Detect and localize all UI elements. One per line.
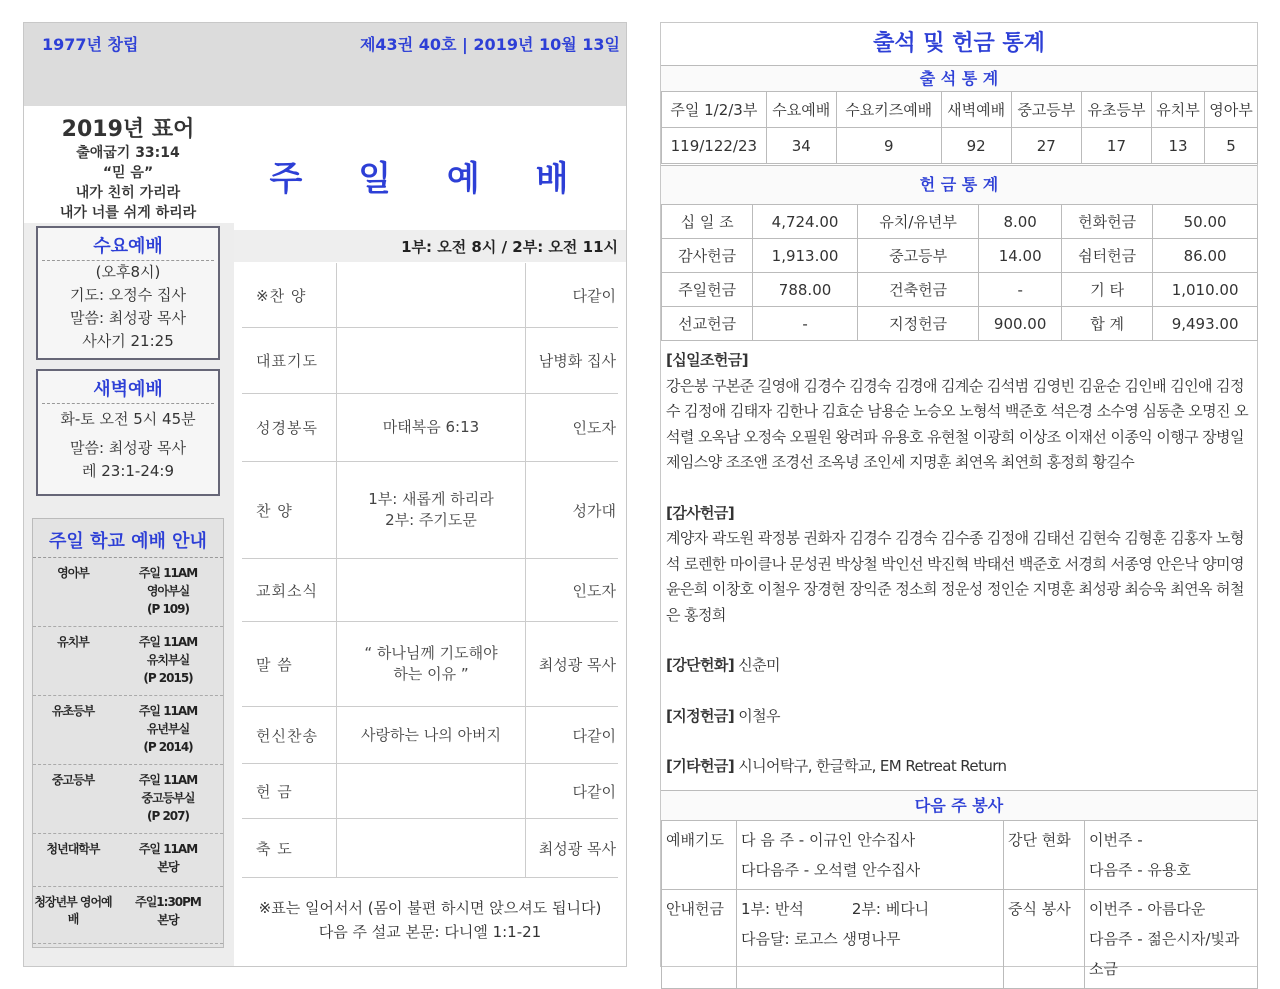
donor-group (666, 653, 1254, 679)
donor-label: [강단헌화] (666, 656, 735, 674)
wednesday-time: (오후8시) (95, 263, 161, 281)
attendance-value: 34 (766, 128, 836, 164)
wednesday-title: 수요예배 (42, 228, 214, 261)
motto-ref: 출애굽기 33:14 (76, 145, 180, 161)
offering-row (662, 239, 1258, 273)
worship-item: 축 도 (256, 839, 293, 858)
worship-leader: 다같이 (572, 782, 616, 801)
offering-amount: 1,010.00 (1153, 273, 1258, 307)
school-row (33, 558, 223, 627)
school-info (113, 765, 223, 833)
donor-group (666, 754, 1254, 780)
order-of-worship (242, 263, 618, 878)
worship-row (242, 328, 618, 394)
school-time: 주일 11AM (138, 704, 198, 718)
attendance-header: 수요키즈예배 (836, 92, 941, 128)
school-time: 주일1:30PM (135, 895, 201, 909)
school-info (113, 887, 223, 943)
offering-amount: 788.00 (753, 273, 858, 307)
motto-title: 2019년 표어 (61, 117, 195, 142)
worship-row (242, 559, 618, 622)
offering-amount: 14.00 (979, 239, 1062, 273)
wednesday-sermon: 말씀: 최성광 목사 (69, 309, 187, 327)
donor-label: [지정헌금] (666, 706, 735, 725)
prayer-cell (737, 821, 1004, 890)
offering-amount: - (753, 307, 858, 341)
usher-first: 1부: 반석 (741, 900, 804, 918)
worship-leader: 성가대 (572, 501, 616, 520)
attendance-header: 수요예배 (766, 92, 836, 128)
worship-content (336, 819, 526, 877)
meal-label: 중식 봉사 (1004, 890, 1085, 989)
worship-item: 말 씀 (256, 655, 293, 674)
attendance-value: 5 (1205, 128, 1258, 164)
worship-content (336, 263, 526, 327)
sunday-school-title: 주일 학교 예배 안내 (33, 519, 223, 558)
offering-row (662, 205, 1258, 239)
bulletin-left-page (23, 22, 627, 967)
worship-leader: 다같이 (572, 726, 616, 745)
bulletin-header (24, 23, 626, 106)
worship-item: 교회소식 (256, 581, 318, 600)
meal-cell (1085, 890, 1258, 989)
worship-row (242, 394, 618, 462)
worship-leader: 최성광 목사 (538, 655, 616, 674)
offering-label: 헌화헌금 (1062, 205, 1153, 239)
motto-word: “믿 음” (102, 165, 154, 181)
offering-amount: 86.00 (1153, 239, 1258, 273)
bulletin-right-page (660, 22, 1258, 978)
offering-label: 지정헌금 (857, 307, 978, 341)
founded-text: 1977년 창립 (42, 35, 139, 54)
donor-group (666, 501, 1254, 629)
attendance-header: 유초등부 (1081, 92, 1151, 128)
donor-label: [기타헌금] (666, 757, 735, 775)
school-room-number: (P 2014) (143, 740, 193, 754)
worship-content (336, 622, 526, 706)
worship-row (242, 462, 618, 559)
worship-leader: 인도자 (572, 581, 616, 600)
school-time: 주일 11AM (138, 773, 198, 787)
school-dept: 청년대학부 (46, 842, 100, 856)
attendance-value: 92 (941, 128, 1011, 164)
offering-amount: 9,493.00 (1153, 307, 1258, 341)
offering-amount: 900.00 (979, 307, 1062, 341)
dawn-sermon: 말씀: 최성광 목사 (69, 439, 187, 457)
school-row (33, 765, 223, 834)
usher-cell (737, 890, 1004, 989)
school-info (113, 696, 223, 764)
school-room-number: (P 207) (147, 809, 189, 823)
wednesday-prayer: 기도: 오정수 집사 (69, 286, 187, 304)
worship-item: 헌신찬송 (256, 726, 318, 745)
school-room: 영아부실 (146, 584, 190, 598)
offering-row (662, 307, 1258, 341)
offering-title: 헌 금 통 계 (661, 165, 1257, 204)
school-info (113, 558, 223, 626)
attendance-header: 새벽예배 (941, 92, 1011, 128)
attendance-header: 중고등부 (1011, 92, 1081, 128)
donor-label: [감사헌금] (666, 503, 735, 522)
offering-label: 건축헌금 (857, 273, 978, 307)
wednesday-text: 사사기 21:25 (82, 332, 174, 350)
worship-leader: 인도자 (572, 419, 616, 437)
offering-label: 감사헌금 (662, 239, 753, 273)
motto-line1: 내가 친히 가리라 (75, 185, 181, 201)
flower-label: 강단 현화 (1004, 821, 1085, 890)
worship-content (336, 328, 526, 393)
usher-next-month: 다음달: 로고스 생명나무 (741, 930, 901, 948)
school-row (33, 696, 223, 765)
attendance-value: 119/122/23 (662, 128, 767, 164)
school-room: 본당 (157, 860, 179, 874)
dawn-service-box (36, 369, 220, 496)
flower-this: 이번주 - (1089, 831, 1143, 849)
worship-item: ※찬 양 (256, 286, 307, 305)
attendance-header: 유치부 (1152, 92, 1205, 128)
donor-group (666, 704, 1254, 730)
service-times-bar (234, 230, 626, 262)
offering-label: 쉼터헌금 (1062, 239, 1153, 273)
worship-row (242, 764, 618, 819)
school-row (33, 834, 223, 887)
school-dept: 중고등부 (51, 773, 95, 787)
worship-content (336, 559, 526, 621)
donor-group (666, 348, 1254, 476)
offering-amount: 8.00 (979, 205, 1062, 239)
usher-label: 안내헌금 (662, 890, 737, 989)
attendance-header: 주일 1/2/3부 (662, 92, 767, 128)
worship-row (242, 819, 618, 878)
offering-label: 십 일 조 (662, 205, 753, 239)
school-dept: 영아부 (57, 566, 89, 580)
attendance-header: 영아부 (1205, 92, 1258, 128)
worship-content-line1: 사랑하는 나의 아버지 (361, 725, 501, 744)
worship-item: 찬 양 (256, 501, 293, 520)
issue-text: 제43권 40호 | 2019년 10월 13일 (359, 35, 620, 54)
worship-content-line1: 1부: 새롭게 하리라 (368, 490, 494, 508)
offering-label: 합 계 (1062, 307, 1153, 341)
worship-row (242, 707, 618, 764)
donor-names: 시니어탁구, 한글학교, EM Retreat Return (738, 757, 1007, 775)
flower-cell (1085, 821, 1258, 890)
donor-lists (666, 348, 1254, 805)
attendance-title: 출 석 통 계 (661, 66, 1257, 91)
offering-label: 유치/유년부 (857, 205, 978, 239)
offering-label: 기 타 (1062, 273, 1153, 307)
school-dept: 청장년부 영어예배 (34, 895, 112, 926)
school-time: 주일 11AM (138, 842, 198, 856)
worship-content (336, 764, 526, 818)
offering-table (661, 204, 1258, 341)
motto-line2: 내가 너를 쉬게 하리라 (59, 205, 197, 221)
school-room-number: (P 2015) (143, 671, 193, 685)
offering-amount: - (979, 273, 1062, 307)
attendance-value: 13 (1152, 128, 1205, 164)
school-dept: 유초등부 (51, 704, 95, 718)
school-room: 중고등부실 (141, 791, 195, 805)
worship-item: 대표기도 (256, 352, 318, 370)
offering-amount: 1,913.00 (753, 239, 858, 273)
motto-block (24, 108, 232, 223)
worship-content-line1: “ 하나님께 기도해야 (364, 644, 498, 662)
donor-names: 계양자 곽도원 곽정봉 권화자 김경수 김경숙 김수종 김정애 김태선 김현숙 김형훈 김홍자 노형석 로렌한 마이클나 문성권 박상철 박인선 박진혁 박태선 백준호 서경희 서종영 안은낙 양미영 윤은희 이창호 이철우 장경현 장익준 정소희 정운성 정인순 지명훈 최성광 최승욱 최연옥 허철은 홍정희 (666, 529, 1244, 624)
worship-content (336, 462, 526, 558)
school-room-number: (P 109) (147, 602, 189, 616)
donor-names: 신춘미 (738, 656, 780, 674)
school-room: 유치부실 (146, 653, 190, 667)
school-dept: 유치부 (57, 635, 89, 649)
prayer-label: 예배기도 (662, 821, 737, 890)
usher-second: 2부: 베다니 (851, 900, 930, 918)
attendance-value: 17 (1081, 128, 1151, 164)
prayer-after: 다다음주 - 오석렬 안수집사 (741, 861, 921, 879)
dawn-time: 화-토 오전 5시 45분 (60, 410, 196, 428)
wednesday-service-box (36, 226, 220, 360)
meal-this: 이번주 - 아름다운 (1089, 900, 1206, 918)
offering-label: 중고등부 (857, 239, 978, 273)
footer-note-line1: ※표는 일어서서 (몸이 불편 하시면 앉으셔도 됩니다) (258, 899, 602, 917)
stats-title: 출석 및 헌금 통계 (661, 23, 1257, 66)
worship-content (336, 394, 526, 461)
sunday-school-box (32, 518, 224, 948)
school-info (113, 627, 223, 695)
service-times: 1부: 오전 8시 / 2부: 오전 11시 (401, 238, 618, 256)
worship-leader: 최성광 목사 (538, 839, 616, 858)
offering-label: 선교헌금 (662, 307, 753, 341)
worship-row (242, 622, 618, 707)
next-week-title: 다음 주 봉사 (661, 790, 1257, 820)
dawn-title: 새벽예배 (42, 371, 214, 404)
worship-content-line1: 마태복음 6:13 (382, 418, 480, 436)
offering-amount: 50.00 (1153, 205, 1258, 239)
flower-next: 다음주 - 유용호 (1089, 861, 1191, 879)
worship-content-line2: 2부: 주기도문 (385, 511, 477, 529)
school-room: 본당 (157, 913, 179, 927)
school-row (33, 887, 223, 944)
dawn-text: 레 23:1-24:9 (81, 462, 175, 480)
offering-amount: 4,724.00 (753, 205, 858, 239)
footer-note (242, 896, 618, 944)
worship-content (336, 707, 526, 763)
donor-names: 강은봉 구본준 길영애 김경수 김경숙 김경애 김계순 김석범 김영빈 김윤순 김인배 김인애 김정수 김정애 김태자 김한나 김효순 남용순 노승오 노형석 백준호 석은경 소수영 심동춘 오명진 오석렬 오옥남 오정숙 오필원 왕려파 유용호 유현철 이광희 이상조 이재선 이종익 이행구 장병일 제임스양 조조앤 조경선 조옥녕 조인세 지명훈 최연옥 최연희 홍정희 황길수 (666, 376, 1249, 471)
attendance-value: 27 (1011, 128, 1081, 164)
school-time: 주일 11AM (138, 635, 198, 649)
donor-names: 이철우 (738, 706, 780, 725)
school-time: 주일 11AM (138, 566, 198, 580)
worship-leader: 남병화 집사 (538, 352, 616, 370)
worship-leader: 다같이 (572, 286, 616, 305)
prayer-next: 다 음 주 - 이규인 안수집사 (741, 831, 916, 849)
worship-content-line2: 하는 이유 ” (393, 665, 469, 683)
school-row (33, 627, 223, 696)
school-room: 유년부실 (146, 722, 190, 736)
service-title: 주 일 예 배 (269, 159, 591, 199)
offering-row (662, 273, 1258, 307)
meal-next: 다음주 - 젊은시자/빛과소금 (1089, 930, 1240, 978)
school-info (113, 834, 223, 886)
next-week-table (661, 820, 1258, 989)
worship-item: 헌 금 (256, 782, 293, 801)
worship-row (242, 263, 618, 328)
footer-note-line2: 다음 주 설교 본문: 다니엘 1:1-21 (318, 923, 542, 941)
worship-item: 성경봉독 (256, 419, 318, 437)
attendance-value: 9 (836, 128, 941, 164)
attendance-table (661, 91, 1258, 164)
offering-label: 주일헌금 (662, 273, 753, 307)
donor-label: [십일조헌금] (666, 351, 748, 369)
